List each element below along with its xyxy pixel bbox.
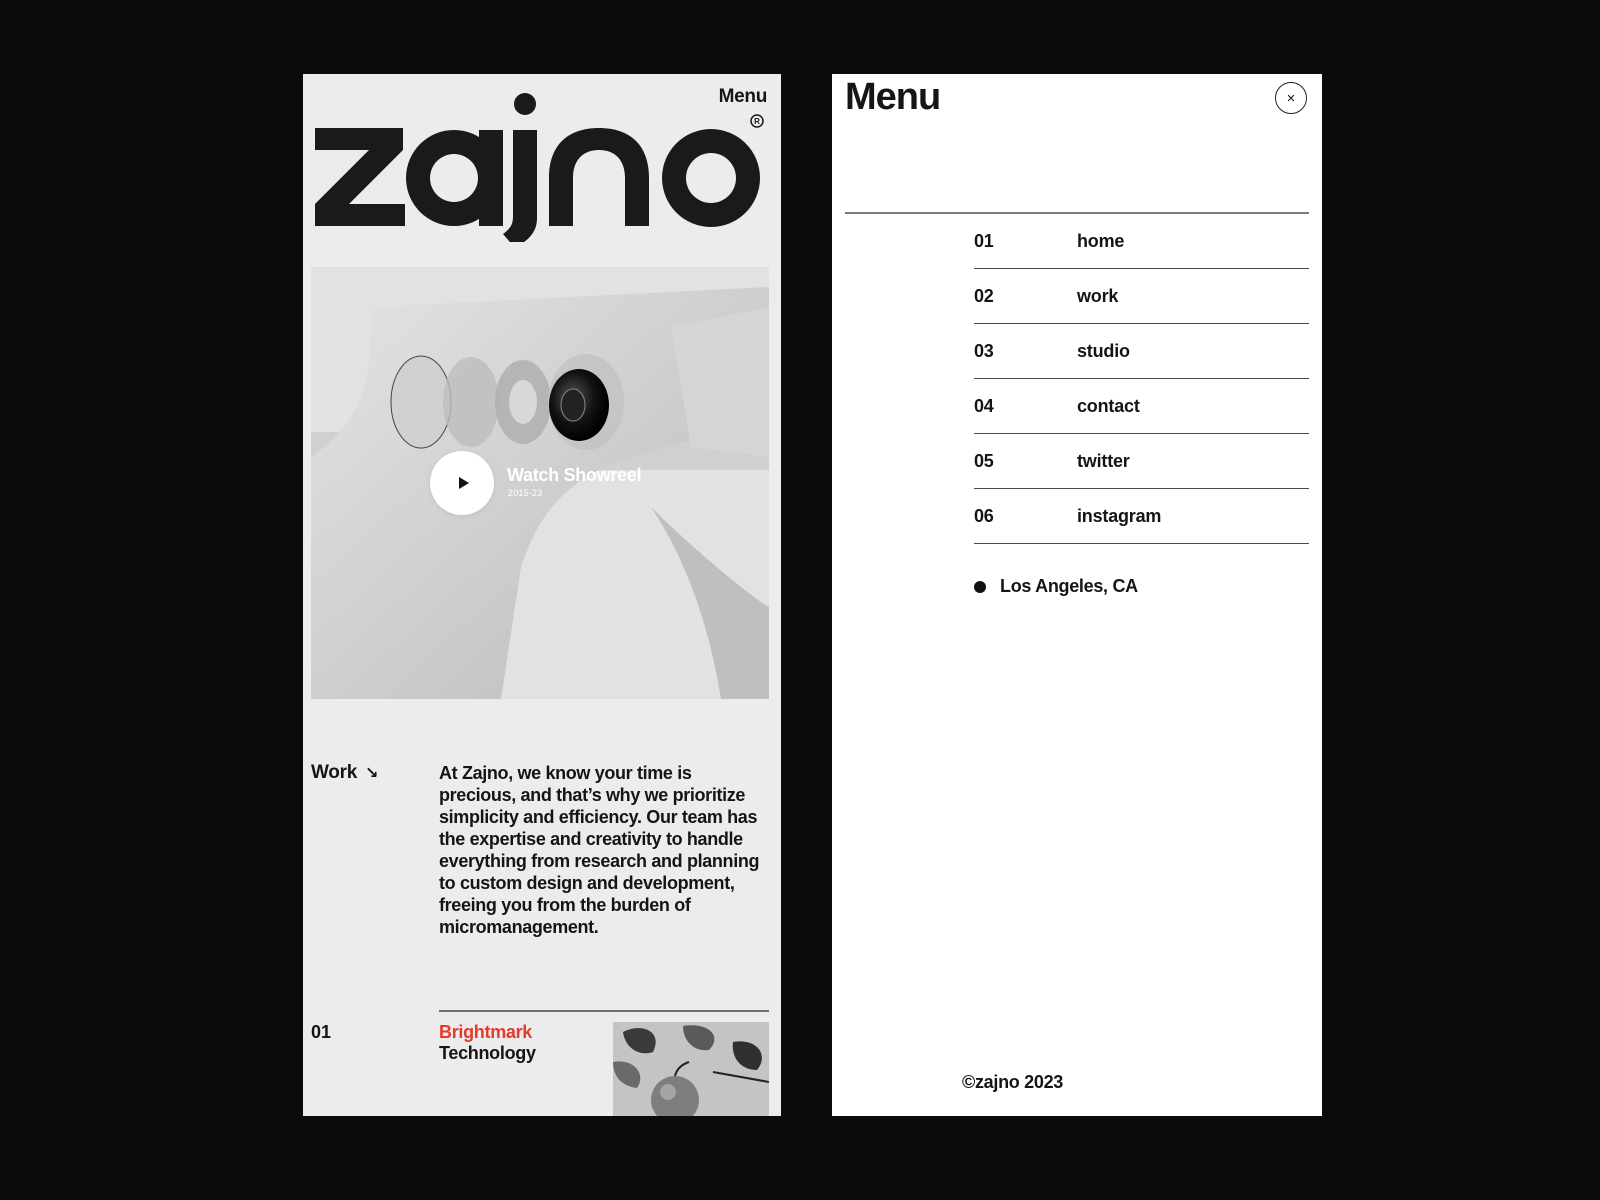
work-link[interactable] bbox=[311, 762, 378, 784]
play-icon bbox=[459, 477, 469, 489]
nav-item-work[interactable] bbox=[974, 269, 1309, 324]
nav-item-home[interactable] bbox=[974, 214, 1309, 269]
showreel-hero[interactable] bbox=[311, 267, 769, 699]
nav-label: twitter bbox=[1077, 450, 1130, 471]
nav-item-studio[interactable] bbox=[974, 324, 1309, 379]
project-thumbnail[interactable] bbox=[613, 1022, 769, 1116]
showreel-title[interactable]: Watch Showreel bbox=[507, 465, 642, 485]
nav-label: work bbox=[1077, 285, 1119, 306]
nav-number: 03 bbox=[974, 340, 994, 361]
svg-text:R: R bbox=[754, 117, 760, 126]
project-title[interactable] bbox=[439, 1022, 536, 1064]
nav-item-twitter[interactable] bbox=[974, 434, 1309, 489]
location bbox=[974, 576, 1138, 597]
location-text: Los Angeles, CA bbox=[1000, 576, 1138, 596]
nav-number: 05 bbox=[974, 450, 994, 471]
menu-title: Menu bbox=[845, 76, 941, 118]
about-paragraph: At Zajno, we know your time is precious, and that’s why we prioritize simplicity and efficiency. Our team has the expertise and creativity to handle everything from research and planning to custom design and development, freeing you from the burden of micromanagement. bbox=[439, 763, 760, 937]
location-dot-icon bbox=[974, 581, 986, 593]
menu-screen bbox=[832, 74, 1322, 1116]
nav-label: home bbox=[1077, 230, 1125, 251]
logo-letter-a bbox=[406, 130, 503, 226]
menu-nav bbox=[974, 214, 1309, 544]
play-showreel-button[interactable] bbox=[430, 451, 494, 515]
work-label: Work bbox=[311, 762, 357, 783]
nav-label: studio bbox=[1077, 340, 1130, 361]
copyright: ©zajno 2023 bbox=[962, 1072, 1064, 1092]
project-title-rest: Technology bbox=[439, 1043, 536, 1063]
logo-letter-n bbox=[549, 128, 649, 226]
nav-number: 04 bbox=[974, 395, 994, 416]
nav-number: 06 bbox=[974, 505, 994, 526]
nav-label: instagram bbox=[1077, 505, 1162, 526]
close-icon[interactable]: × bbox=[1275, 82, 1307, 114]
project-title-brand: Brightmark bbox=[439, 1022, 533, 1042]
logo-letter-z bbox=[315, 128, 405, 226]
showreel-years: 2015-23 bbox=[508, 488, 543, 498]
project-divider bbox=[439, 1010, 769, 1012]
nav-label: contact bbox=[1077, 395, 1140, 416]
logo-letter-o bbox=[662, 129, 760, 227]
nav-number: 02 bbox=[974, 285, 994, 306]
menu-button[interactable]: Menu bbox=[718, 86, 767, 107]
zajno-logo[interactable] bbox=[311, 82, 771, 242]
leaves-fruit-image bbox=[613, 1022, 769, 1116]
nav-item-contact[interactable] bbox=[974, 379, 1309, 434]
home-screen bbox=[303, 74, 781, 1116]
logo-letter-j bbox=[503, 93, 537, 242]
nav-item-instagram[interactable] bbox=[974, 489, 1309, 544]
project-number: 01 bbox=[311, 1022, 332, 1042]
arrow-down-right-icon: ↘ bbox=[364, 765, 379, 782]
nav-number: 01 bbox=[974, 230, 994, 251]
